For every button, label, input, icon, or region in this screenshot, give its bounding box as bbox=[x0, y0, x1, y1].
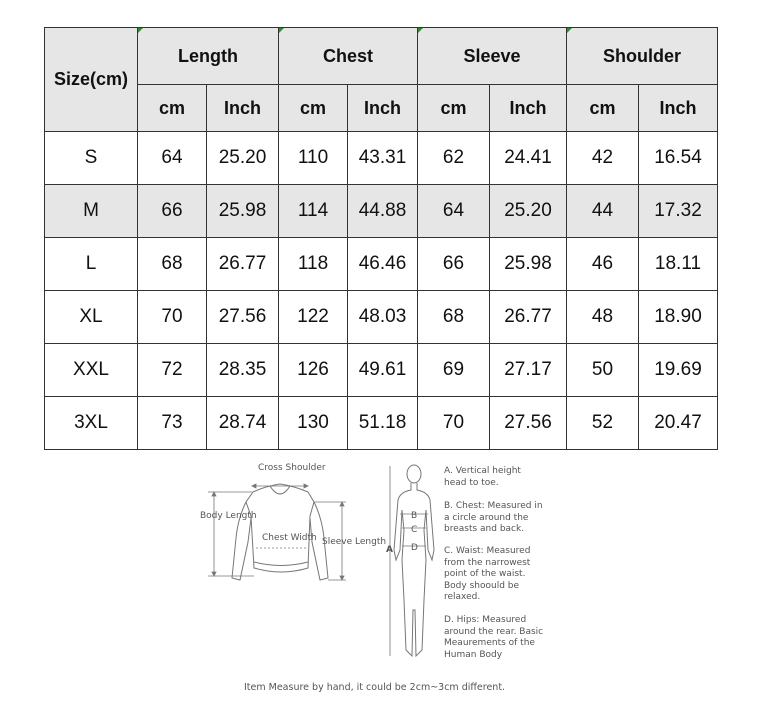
legend-item-d: D. Hips: Measured around the rear. Basic Meaurements of the Human Body bbox=[444, 615, 544, 660]
hips-marker-d: D bbox=[411, 543, 418, 553]
measurement-cell: 118 bbox=[279, 238, 348, 291]
measurement-cell: 126 bbox=[279, 344, 348, 397]
unit-header: cm bbox=[279, 85, 348, 132]
header-unit-row bbox=[45, 85, 718, 132]
table-row bbox=[45, 238, 718, 291]
measurement-cell: 49.61 bbox=[348, 344, 418, 397]
measurement-cell: 64 bbox=[138, 132, 207, 185]
size-cell: 3XL bbox=[45, 397, 138, 450]
measurement-cell: 70 bbox=[418, 397, 490, 450]
measurement-cell: 25.98 bbox=[490, 238, 567, 291]
unit-header: Inch bbox=[639, 85, 718, 132]
sleeve-header: Sleeve bbox=[418, 28, 567, 85]
measurement-cell: 44.88 bbox=[348, 185, 418, 238]
measurement-cell: 19.69 bbox=[639, 344, 718, 397]
garment-measurement-diagram bbox=[196, 458, 387, 588]
measurement-cell: 26.77 bbox=[490, 291, 567, 344]
measurement-cell: 72 bbox=[138, 344, 207, 397]
table-row bbox=[45, 185, 718, 238]
measurement-cell: 20.47 bbox=[639, 397, 718, 450]
waist-marker-c: C bbox=[411, 525, 418, 535]
measurement-cell: 24.41 bbox=[490, 132, 567, 185]
measurement-disclaimer: Item Measure by hand, it could be 2cm~3cm different. bbox=[244, 682, 506, 693]
size-column-header: Size(cm) bbox=[45, 28, 138, 132]
measurement-cell: 64 bbox=[418, 185, 490, 238]
measurement-cell: 25.20 bbox=[207, 132, 279, 185]
measurement-cell: 25.98 bbox=[207, 185, 279, 238]
measurement-cell: 66 bbox=[138, 185, 207, 238]
unit-header: Inch bbox=[490, 85, 567, 132]
measurement-cell: 25.20 bbox=[490, 185, 567, 238]
measurement-cell: 114 bbox=[279, 185, 348, 238]
human-silhouette bbox=[394, 465, 434, 656]
measurement-cell: 48.03 bbox=[348, 291, 418, 344]
size-cell: XXL bbox=[45, 344, 138, 397]
size-table-body bbox=[45, 132, 718, 450]
measurement-cell: 68 bbox=[418, 291, 490, 344]
measurement-cell: 130 bbox=[279, 397, 348, 450]
measurement-cell: 70 bbox=[138, 291, 207, 344]
measurement-cell: 48 bbox=[567, 291, 639, 344]
unit-header: Inch bbox=[348, 85, 418, 132]
measurement-cell: 69 bbox=[418, 344, 490, 397]
measurement-cell: 42 bbox=[567, 132, 639, 185]
unit-header: cm bbox=[418, 85, 490, 132]
table-row bbox=[45, 132, 718, 185]
measurement-cell: 44 bbox=[567, 185, 639, 238]
measurement-cell: 110 bbox=[279, 132, 348, 185]
measurement-cell: 46 bbox=[567, 238, 639, 291]
measurement-cell: 27.17 bbox=[490, 344, 567, 397]
table-row bbox=[45, 291, 718, 344]
measurement-cell: 18.11 bbox=[639, 238, 718, 291]
size-cell: S bbox=[45, 132, 138, 185]
size-cell: XL bbox=[45, 291, 138, 344]
measurement-cell: 50 bbox=[567, 344, 639, 397]
measurement-cell: 68 bbox=[138, 238, 207, 291]
chest-marker-b: B bbox=[411, 511, 418, 521]
measurement-cell: 62 bbox=[418, 132, 490, 185]
shoulder-header: Shoulder bbox=[567, 28, 718, 85]
legend-item-c: C. Waist: Measured from the narrowest point of the waist. Body shoould be relaxed. bbox=[444, 546, 531, 602]
measurement-cell: 28.74 bbox=[207, 397, 279, 450]
measurement-cell: 18.90 bbox=[639, 291, 718, 344]
size-cell: M bbox=[45, 185, 138, 238]
measurement-cell: 52 bbox=[567, 397, 639, 450]
table-row bbox=[45, 397, 718, 450]
body-measurement-figure bbox=[382, 460, 442, 670]
sleeve-length-label: Sleeve Length bbox=[322, 537, 387, 547]
measurement-cell: 51.18 bbox=[348, 397, 418, 450]
legend-item-b: B. Chest: Measured in a circle around the breasts and back. bbox=[444, 501, 543, 534]
measurement-cell: 28.35 bbox=[207, 344, 279, 397]
length-header: Length bbox=[138, 28, 279, 85]
height-marker-a: A bbox=[386, 545, 393, 555]
unit-header: cm bbox=[567, 85, 639, 132]
table-row bbox=[45, 344, 718, 397]
unit-header: cm bbox=[138, 85, 207, 132]
measurement-cell: 17.32 bbox=[639, 185, 718, 238]
measurement-cell: 46.46 bbox=[348, 238, 418, 291]
measurement-cell: 122 bbox=[279, 291, 348, 344]
chest-width-label: Chest Width bbox=[262, 533, 317, 543]
measurement-cell: 16.54 bbox=[639, 132, 718, 185]
measurement-cell: 73 bbox=[138, 397, 207, 450]
chest-header: Chest bbox=[279, 28, 418, 85]
body-length-label: Body Length bbox=[200, 511, 257, 521]
measurement-cell: 27.56 bbox=[207, 291, 279, 344]
measurement-cell: 27.56 bbox=[490, 397, 567, 450]
size-cell: L bbox=[45, 238, 138, 291]
header-group-row bbox=[45, 28, 718, 85]
unit-header: Inch bbox=[207, 85, 279, 132]
measurement-cell: 26.77 bbox=[207, 238, 279, 291]
sweater-outline bbox=[232, 484, 328, 580]
legend-item-a: A. Vertical height head to toe. bbox=[444, 466, 521, 488]
cross-shoulder-label: Cross Shoulder bbox=[258, 463, 326, 473]
measurement-cell: 43.31 bbox=[348, 132, 418, 185]
measurement-cell: 66 bbox=[418, 238, 490, 291]
size-chart-table bbox=[44, 27, 718, 450]
